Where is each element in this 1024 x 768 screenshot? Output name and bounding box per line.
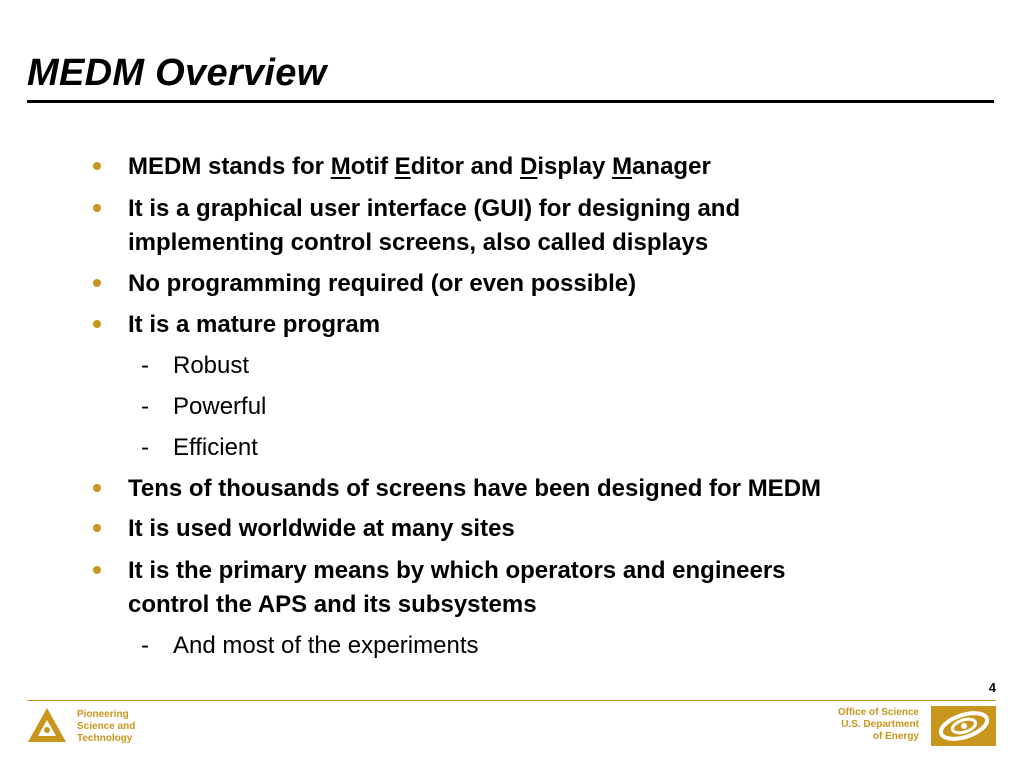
bullet-dot-icon bbox=[93, 320, 101, 328]
bullet-tens-of-thousands: Tens of thousands of screens have been designed for MEDM bbox=[128, 475, 822, 502]
footer-right-line: Office of Science bbox=[837, 707, 919, 718]
footer-left-text bbox=[77, 709, 135, 745]
bullet-gui-line-2: implementing control screens, also called displays bbox=[128, 229, 709, 256]
sub-bullet-dash: - bbox=[141, 632, 149, 659]
bullet-dot-icon bbox=[93, 162, 101, 170]
sub-bullet-robust: Robust bbox=[173, 352, 250, 379]
doe-office-of-science-logo-icon bbox=[931, 706, 996, 746]
sub-bullet-dash: - bbox=[141, 434, 149, 461]
footer-right-line: U.S. Department bbox=[841, 719, 919, 730]
bullet-dot-icon bbox=[93, 204, 101, 212]
bullet-medm-stands-for: MEDM stands for Motif Editor and Display Manager bbox=[128, 153, 711, 180]
bullet-primary-means-line-1: It is the primary means by which operators and engineers bbox=[128, 557, 786, 584]
bullet-gui-line-1: It is a graphical user interface (GUI) for designing and bbox=[128, 195, 741, 222]
sub-bullet-experiments: And most of the experiments bbox=[173, 632, 479, 659]
sub-bullet-dash: - bbox=[141, 393, 149, 420]
footer-divider bbox=[27, 700, 996, 701]
footer-right-line: of Energy bbox=[872, 731, 919, 742]
footer-left-line: Technology bbox=[77, 733, 133, 744]
sub-bullet-powerful: Powerful bbox=[173, 393, 267, 420]
sub-bullet-dash: - bbox=[141, 352, 149, 379]
footer-left-line: Science and bbox=[77, 721, 136, 732]
sub-bullet-efficient: Efficient bbox=[173, 434, 258, 461]
title-underline bbox=[27, 100, 994, 103]
argonne-logo-icon bbox=[27, 707, 67, 743]
page-number: 4 bbox=[988, 680, 996, 695]
bullet-dot-icon bbox=[93, 566, 101, 574]
bullet-mature-program: It is a mature program bbox=[128, 311, 381, 338]
footer-left-line: Pioneering bbox=[77, 709, 129, 720]
bullet-primary-means-line-2: control the APS and its subsystems bbox=[128, 591, 537, 618]
bullet-no-programming: No programming required (or even possible) bbox=[128, 270, 637, 297]
bullet-used-worldwide: It is used worldwide at many sites bbox=[128, 515, 515, 542]
bullet-dot-icon bbox=[93, 279, 101, 287]
slide-title: MEDM Overview bbox=[27, 52, 327, 94]
footer-right-text bbox=[838, 707, 919, 743]
bullet-dot-icon bbox=[93, 524, 101, 532]
bullet-dot-icon bbox=[93, 484, 101, 492]
